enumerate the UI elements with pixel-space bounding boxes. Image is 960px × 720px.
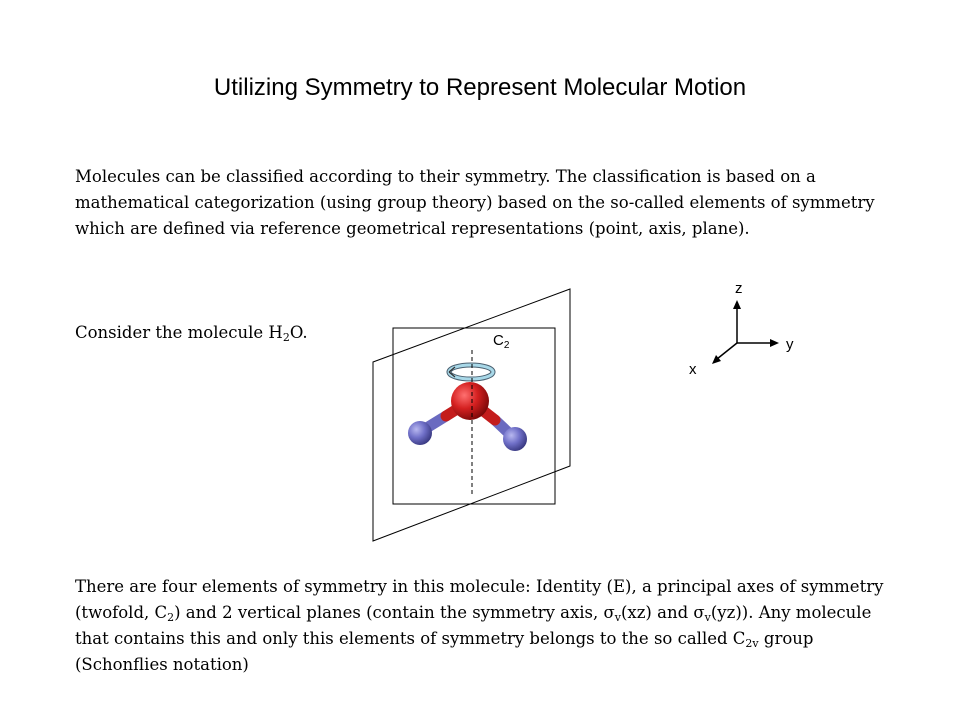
- elements-text-4: (yz)). Any molecule that contains this and only this elements of symmetry belongs to the so called C: [75, 603, 872, 648]
- elements-sub-1: 2: [167, 611, 175, 624]
- page-title: Utilizing Symmetry to Represent Molecular Motion: [213, 74, 747, 101]
- x-axis-label: x: [689, 361, 697, 378]
- coordinate-axes: [689, 280, 794, 378]
- elements-text-3: (xz) and: [621, 603, 694, 622]
- sigma-symbol-1: σ: [603, 603, 615, 622]
- sigma-sub-2: v: [704, 611, 711, 624]
- sigma-sub-1: v: [614, 611, 621, 624]
- c2-label: $C_2$: [493, 332, 510, 351]
- consider-sub: 2: [282, 331, 290, 344]
- elements-sub-4: 2v: [745, 637, 759, 650]
- hydrogen-atom-left: [408, 421, 432, 445]
- sigma-symbol-2: σ: [693, 603, 705, 622]
- elements-text-1: There are four elements of symmetry in this molecule: Identity (E), a principal axes of symmetry (twofold, C: [75, 577, 884, 622]
- intro-paragraph: Molecules can be classified according to their symmetry. The classification is based on a mathematical categorization (using group theory) based on the so-called elements of symmetry which are defined via reference geometrical representations (point, axis, plane).: [75, 167, 875, 238]
- rotation-arrow-icon: [449, 365, 493, 379]
- y-axis-label: y: [786, 336, 794, 353]
- z-axis-label: z: [735, 280, 743, 297]
- elements-text-2: ) and 2 vertical planes (contain the symmetry axis,: [174, 603, 604, 622]
- oxygen-atom: [451, 382, 489, 420]
- consider-pre: Consider the molecule H: [75, 323, 283, 342]
- elements-text-5: group (Schonflies notation): [75, 629, 814, 674]
- consider-post: O.: [289, 323, 308, 342]
- hydrogen-atom-right: [503, 427, 527, 451]
